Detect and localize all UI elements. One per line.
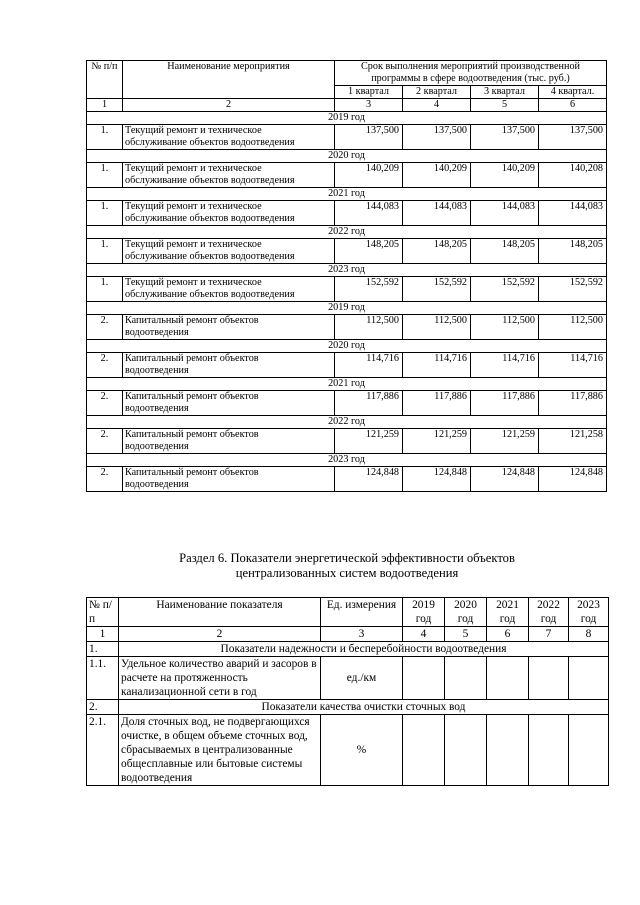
quarter-4-header: 4 квартал. (539, 86, 607, 99)
quarter-value: 112,500 (403, 315, 471, 340)
activity-name-line-1: Капитальный ремонт объектов (125, 391, 259, 402)
year-2019-header: 2019 год (403, 598, 445, 627)
section-6-heading (86, 551, 608, 581)
year-label: 2019 год (87, 112, 607, 125)
activity-name-line-2: водоотведения (125, 441, 189, 452)
quarter-value: 112,500 (335, 315, 403, 340)
value-cell (569, 715, 609, 786)
activity-name-line-1: Капитальный ремонт объектов (125, 429, 259, 440)
year-row (87, 226, 607, 239)
year-label: 2023 год (87, 454, 607, 467)
quarter-value: 112,500 (539, 315, 607, 340)
year-2021-header: 2021 год (487, 598, 529, 627)
col-number: 4 (403, 627, 445, 642)
activity-row (87, 429, 607, 454)
activity-name-line-2: обслуживание объектов водоотведения (125, 137, 295, 148)
quarter-value: 152,592 (471, 277, 539, 302)
activity-name-line-1: Текущий ремонт и техническое (125, 277, 262, 288)
activity-row (87, 467, 607, 492)
quarter-value: 114,716 (539, 353, 607, 378)
quarter-value: 137,500 (335, 125, 403, 150)
year-2020-header: 2020 год (445, 598, 487, 627)
activity-name (123, 429, 335, 454)
year-row (87, 416, 607, 429)
quarter-value: 144,083 (471, 201, 539, 226)
section-num: 1. (87, 642, 119, 657)
quarter-value: 124,848 (403, 467, 471, 492)
quarter-value: 124,848 (539, 467, 607, 492)
quarter-value: 121,259 (403, 429, 471, 454)
year-label: 2019 год (87, 302, 607, 315)
indicator-row-2-1 (87, 715, 609, 786)
quarter-value: 112,500 (471, 315, 539, 340)
row-num: 2. (87, 353, 123, 378)
activity-row (87, 163, 607, 188)
quarter-value: 144,083 (539, 201, 607, 226)
year-row (87, 340, 607, 353)
col-number: 6 (539, 99, 607, 112)
year-label: 2020 год (87, 150, 607, 163)
quarter-1-header: 1 квартал (335, 86, 403, 99)
year-row (87, 188, 607, 201)
quarter-value: 148,205 (539, 239, 607, 264)
year-label: 2023 год (87, 264, 607, 277)
section-2-row (87, 700, 609, 715)
indicator-name: Удельное количество аварий и засоров в расчете на протяженность канализационной сети в год (119, 657, 321, 700)
quarter-value: 114,716 (335, 353, 403, 378)
value-cell (403, 657, 445, 700)
activity-name (123, 163, 335, 188)
section-title: Показатели качества очистки сточных вод (119, 700, 609, 715)
activity-name-line-1: Капитальный ремонт объектов (125, 467, 259, 478)
activity-row (87, 277, 607, 302)
year-label: 2022 год (87, 416, 607, 429)
value-cell (569, 657, 609, 700)
quarter-value: 140,209 (471, 163, 539, 188)
col-number: 2 (119, 627, 321, 642)
quarter-value: 121,258 (539, 429, 607, 454)
year-2022-header: 2022 год (529, 598, 569, 627)
activity-name-line-1: Капитальный ремонт объектов (125, 315, 259, 326)
row-num: 2. (87, 467, 123, 492)
col-number: 1 (87, 99, 123, 112)
quarter-value: 114,716 (403, 353, 471, 378)
quarter-value: 152,592 (403, 277, 471, 302)
section-title: Показатели надежности и бесперебойности водоотведения (119, 642, 609, 657)
row-num: 1. (87, 163, 123, 188)
quarter-2-header: 2 квартал (403, 86, 471, 99)
quarter-value: 124,848 (335, 467, 403, 492)
quarter-value: 137,500 (403, 125, 471, 150)
quarter-value: 148,205 (471, 239, 539, 264)
year-label: 2022 год (87, 226, 607, 239)
activity-name-line-1: Текущий ремонт и техническое (125, 163, 262, 174)
activity-name-line-2: водоотведения (125, 327, 189, 338)
quarter-value: 140,209 (403, 163, 471, 188)
col-number: 3 (335, 99, 403, 112)
indicators-table (86, 597, 609, 786)
quarter-value: 121,259 (335, 429, 403, 454)
activity-row (87, 315, 607, 340)
col-number: 7 (529, 627, 569, 642)
section-title-line-1: Раздел 6. Показатели энергетической эффективности объектов (179, 551, 515, 565)
activity-name-line-2: обслуживание объектов водоотведения (125, 175, 295, 186)
activity-name-header: Наименование мероприятия (123, 61, 335, 99)
activity-name-line-1: Текущий ремонт и техническое (125, 201, 262, 212)
quarter-value: 137,500 (539, 125, 607, 150)
col-number: 6 (487, 627, 529, 642)
col-number: 8 (569, 627, 609, 642)
quarter-value: 148,205 (335, 239, 403, 264)
activity-name-line-2: водоотведения (125, 365, 189, 376)
quarter-value: 140,208 (539, 163, 607, 188)
activity-name-line-2: обслуживание объектов водоотведения (125, 213, 295, 224)
activity-row (87, 125, 607, 150)
quarter-value: 117,886 (335, 391, 403, 416)
activity-name (123, 353, 335, 378)
num-header: № п/п (87, 598, 119, 627)
quarter-value: 144,083 (403, 201, 471, 226)
col-number: 5 (445, 627, 487, 642)
col-number: 1 (87, 627, 119, 642)
section-1-row (87, 642, 609, 657)
row-num: 1. (87, 277, 123, 302)
quarter-value: 124,848 (471, 467, 539, 492)
year-row (87, 302, 607, 315)
indicator-name: Доля сточных вод, не подвергающихся очистке, в общем объеме сточных вод, сбрасываемых в централизованные общесплавные или бытовые системы водоотведения (119, 715, 321, 786)
quarter-value: 148,205 (403, 239, 471, 264)
quarter-value: 121,259 (471, 429, 539, 454)
activity-name-line-2: водоотведения (125, 479, 189, 490)
row-num: 1. (87, 125, 123, 150)
unit-header: Ед. измерения (321, 598, 403, 627)
indicator-unit: ед./км (321, 657, 403, 700)
row-num: 2. (87, 315, 123, 340)
indicator-row-1-1 (87, 657, 609, 700)
quarter-value: 144,083 (335, 201, 403, 226)
quarter-value: 117,886 (471, 391, 539, 416)
activities-table (86, 60, 607, 492)
quarter-value: 117,886 (539, 391, 607, 416)
column-numbers-row (87, 627, 609, 642)
activity-name-line-1: Текущий ремонт и техническое (125, 125, 262, 136)
row-num: 2. (87, 391, 123, 416)
value-cell (487, 715, 529, 786)
section-num: 2. (87, 700, 119, 715)
quarter-value: 152,592 (539, 277, 607, 302)
activity-name-line-1: Текущий ремонт и техническое (125, 239, 262, 250)
quarter-value: 152,592 (335, 277, 403, 302)
activity-row (87, 391, 607, 416)
value-cell (529, 715, 569, 786)
activity-name (123, 125, 335, 150)
row-num: 1. (87, 201, 123, 226)
value-cell (529, 657, 569, 700)
row-num: 2.1. (87, 715, 119, 786)
year-label: 2021 год (87, 188, 607, 201)
col-number: 2 (123, 99, 335, 112)
year-label: 2021 год (87, 378, 607, 391)
value-cell (445, 657, 487, 700)
quarter-value: 117,886 (403, 391, 471, 416)
indicator-name-header: Наименование показателя (119, 598, 321, 627)
row-num: 2. (87, 429, 123, 454)
num-header: № п/п (87, 61, 123, 99)
activity-row (87, 353, 607, 378)
section-title-line-2: централизованных систем водоотведения (235, 566, 459, 580)
year-2023-header: 2023 год (569, 598, 609, 627)
activity-name-line-2: обслуживание объектов водоотведения (125, 289, 295, 300)
activity-row (87, 201, 607, 226)
value-cell (403, 715, 445, 786)
year-row (87, 454, 607, 467)
row-num: 1.1. (87, 657, 119, 700)
col-number: 3 (321, 627, 403, 642)
row-num: 1. (87, 239, 123, 264)
activity-name (123, 467, 335, 492)
period-header: Срок выполнения мероприятий производственной программы в сфере водоотведения (тыс. руб.) (335, 61, 607, 86)
quarter-value: 137,500 (471, 125, 539, 150)
activity-name (123, 391, 335, 416)
activity-row (87, 239, 607, 264)
quarter-value: 140,209 (335, 163, 403, 188)
activity-name-line-2: обслуживание объектов водоотведения (125, 251, 295, 262)
value-cell (445, 715, 487, 786)
quarter-value: 114,716 (471, 353, 539, 378)
year-row (87, 378, 607, 391)
activity-name-line-2: водоотведения (125, 403, 189, 414)
quarter-3-header: 3 квартал (471, 86, 539, 99)
header-row (87, 598, 609, 627)
col-number: 5 (471, 99, 539, 112)
value-cell (487, 657, 529, 700)
col-number: 4 (403, 99, 471, 112)
year-row (87, 112, 607, 125)
column-numbers-row (87, 99, 607, 112)
activity-name (123, 201, 335, 226)
year-label: 2020 год (87, 340, 607, 353)
activity-name (123, 277, 335, 302)
year-row (87, 150, 607, 163)
activity-name (123, 239, 335, 264)
indicator-unit: % (321, 715, 403, 786)
activity-name-line-1: Капитальный ремонт объектов (125, 353, 259, 364)
year-row (87, 264, 607, 277)
activity-name (123, 315, 335, 340)
